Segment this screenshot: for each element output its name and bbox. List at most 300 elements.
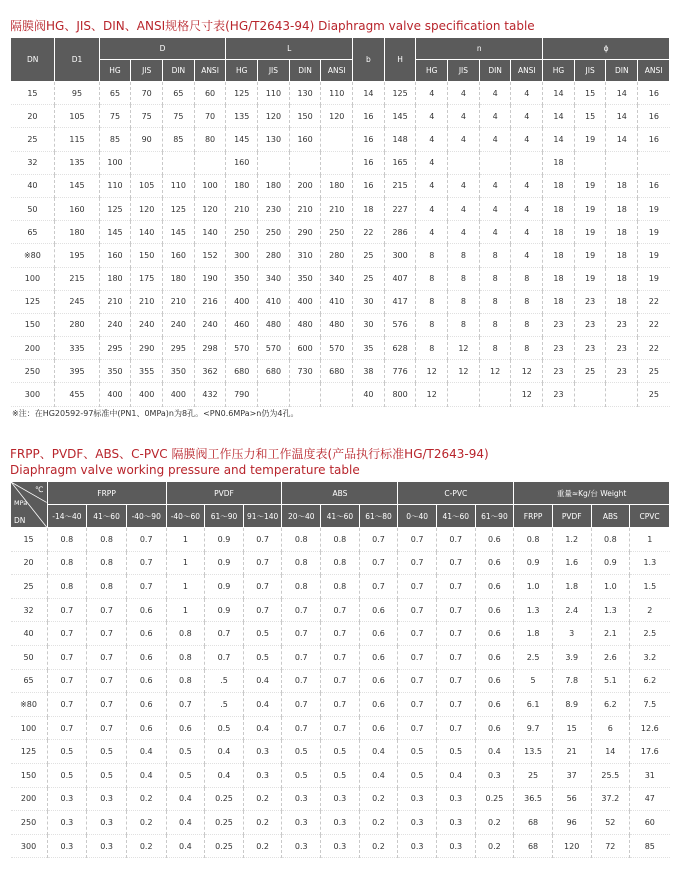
table-cell: 250 [226, 221, 258, 244]
table-cell: 18 [543, 221, 575, 244]
table-cell: 0.3 [475, 763, 514, 787]
table-cell: 340 [258, 267, 290, 290]
table-cell: 14 [543, 128, 575, 151]
pressure-unit-label: MPa [14, 499, 28, 507]
table-cell: 110 [258, 82, 290, 105]
sub-header: -14～40 [47, 505, 87, 528]
table-cell: 25 [514, 763, 553, 787]
table-cell: 8 [479, 244, 511, 267]
table-cell: 200 [11, 787, 48, 811]
col-header-d1: D1 [55, 38, 99, 82]
table-cell: 20 [11, 105, 55, 128]
table-cell: 335 [55, 337, 99, 360]
table-cell: 460 [226, 313, 258, 336]
table-cell: 120 [258, 105, 290, 128]
col-header-n: n [416, 38, 543, 60]
table-cell: 295 [163, 337, 195, 360]
table-row [11, 834, 670, 858]
table-cell: 47 [630, 787, 670, 811]
table-cell: 15 [574, 82, 606, 105]
table-cell: 140 [131, 221, 163, 244]
table-cell: 72 [591, 834, 630, 858]
col-header-dn: DN [11, 38, 55, 82]
table-cell: 23 [543, 313, 575, 336]
sub-header-n-din: DIN [479, 60, 511, 82]
table-cell: 0.7 [87, 716, 127, 740]
table-cell: 4 [511, 174, 543, 197]
table-cell: 4 [511, 221, 543, 244]
table-row [11, 811, 670, 835]
table-cell: 145 [163, 221, 195, 244]
table-cell: 0.6 [359, 645, 398, 669]
table-cell: 1.8 [514, 622, 553, 646]
table-cell: 0.7 [87, 693, 127, 717]
table-cell: 0.7 [243, 598, 282, 622]
table-cell: 8 [416, 337, 448, 360]
table-cell: 410 [321, 290, 353, 313]
table-cell: 14 [543, 105, 575, 128]
table-cell: 0.6 [475, 551, 514, 575]
table-cell: 0.3 [282, 811, 321, 835]
table-row [11, 693, 670, 717]
table-cell: 60 [194, 82, 226, 105]
table-cell: 1.5 [630, 575, 670, 599]
table-cell: 37.2 [591, 787, 630, 811]
table-cell: 22 [638, 290, 670, 313]
table-cell: 628 [384, 337, 416, 360]
table-cell: 4 [511, 128, 543, 151]
table-cell: 8 [511, 313, 543, 336]
table-cell: 0.3 [243, 763, 282, 787]
table-cell: 250 [11, 360, 55, 383]
table-cell: 407 [384, 267, 416, 290]
table-cell: 0.7 [398, 622, 437, 646]
table-cell: 4 [479, 105, 511, 128]
table-cell: 432 [194, 383, 226, 406]
table-cell: 1.0 [514, 575, 553, 599]
table-cell: 152 [194, 244, 226, 267]
table-cell: 15 [574, 105, 606, 128]
table-cell: 240 [163, 313, 195, 336]
table-cell: 195 [55, 244, 99, 267]
table-cell: 18 [543, 244, 575, 267]
table-cell: 180 [321, 174, 353, 197]
table-cell: 180 [226, 174, 258, 197]
table-cell: .5 [205, 669, 244, 693]
table-cell: 0.4 [359, 740, 398, 764]
table-cell: 135 [226, 105, 258, 128]
table-cell: 0.2 [359, 787, 398, 811]
pressure-temperature-table [10, 481, 670, 858]
table-cell: 0.8 [514, 528, 553, 552]
table-cell: 576 [384, 313, 416, 336]
table-cell: 180 [163, 267, 195, 290]
table-cell: 286 [384, 221, 416, 244]
table-cell: 0.5 [47, 740, 87, 764]
table-cell: 4 [511, 244, 543, 267]
table-cell: 8 [479, 337, 511, 360]
table-cell: 0.3 [398, 787, 437, 811]
table-cell: 160 [163, 244, 195, 267]
table-cell: 8 [448, 290, 480, 313]
table-cell: 6 [591, 716, 630, 740]
table-cell: 180 [258, 174, 290, 197]
table-cell: 110 [99, 174, 131, 197]
table-cell: 0.7 [282, 716, 321, 740]
table-cell: 19 [574, 174, 606, 197]
table-cell: 250 [11, 811, 48, 835]
sub-header-phi-hg: HG [543, 60, 575, 82]
table-row [11, 528, 670, 552]
table-cell: ※80 [11, 244, 55, 267]
table-cell: 95 [55, 82, 99, 105]
table-cell: 210 [163, 290, 195, 313]
table-cell: 0.7 [87, 645, 127, 669]
table-cell: 0.25 [205, 834, 244, 858]
table-cell: 400 [289, 290, 321, 313]
table-cell: 0.25 [205, 811, 244, 835]
table-cell: 8 [416, 290, 448, 313]
table-cell: 16 [638, 174, 670, 197]
table-row [11, 313, 670, 336]
table-cell: 40 [11, 174, 55, 197]
table-cell: 120 [321, 105, 353, 128]
table-cell: 18 [543, 197, 575, 220]
table-cell: 0.2 [126, 811, 166, 835]
table-cell: 280 [258, 244, 290, 267]
table-cell: 355 [131, 360, 163, 383]
table-cell: 65 [99, 82, 131, 105]
table-cell [163, 151, 195, 174]
sub-header: -40～90 [126, 505, 166, 528]
table-row [11, 197, 670, 220]
table-cell: 12 [479, 360, 511, 383]
table-cell: 350 [163, 360, 195, 383]
table-row [11, 763, 670, 787]
table-cell: 210 [289, 197, 321, 220]
sub-header: 41～60 [87, 505, 127, 528]
sub-header-phi-ansi: ANSI [638, 60, 670, 82]
table-cell: 240 [99, 313, 131, 336]
table-cell: 160 [55, 197, 99, 220]
table-cell: 14 [543, 82, 575, 105]
table-cell: 1.2 [552, 528, 591, 552]
table-cell: 37 [552, 763, 591, 787]
sub-header-n-ansi: ANSI [511, 60, 543, 82]
table-cell: 0.7 [205, 645, 244, 669]
table-cell: 8 [511, 290, 543, 313]
table-cell: 0.2 [126, 834, 166, 858]
table-cell: 165 [384, 151, 416, 174]
table-cell [289, 383, 321, 406]
table-cell: 400 [163, 383, 195, 406]
table-cell: 52 [591, 811, 630, 835]
table-cell: 210 [321, 197, 353, 220]
table-cell [448, 151, 480, 174]
group-header-frpp: FRPP [47, 482, 166, 505]
table-cell [321, 128, 353, 151]
sub-header-l-jis: JIS [258, 60, 290, 82]
table-cell: 160 [289, 128, 321, 151]
table-cell: 0.5 [321, 763, 360, 787]
table-cell: 410 [258, 290, 290, 313]
table-cell: 0.7 [398, 645, 437, 669]
table-cell: 0.2 [359, 811, 398, 835]
table-cell: 4 [416, 82, 448, 105]
table-cell: 150 [289, 105, 321, 128]
table-cell: 8 [448, 313, 480, 336]
table-cell: 0.8 [282, 528, 321, 552]
table-cell [258, 383, 290, 406]
table-cell: 16 [353, 105, 385, 128]
table-cell: 4 [416, 151, 448, 174]
table-cell: 0.7 [436, 598, 475, 622]
table-cell: 19 [638, 221, 670, 244]
table-cell: 135 [55, 151, 99, 174]
table-cell: 0.7 [398, 716, 437, 740]
table-cell: 100 [194, 174, 226, 197]
table-cell: 180 [55, 221, 99, 244]
table-cell: 16 [353, 174, 385, 197]
table-cell: 18 [606, 174, 638, 197]
table-cell: 0.3 [282, 834, 321, 858]
table-cell: 25 [11, 128, 55, 151]
table-cell: 150 [11, 763, 48, 787]
table-cell: 0.7 [47, 693, 87, 717]
group-header-weight: 重量≈Kg/台 Weight [514, 482, 670, 505]
table-cell: 400 [226, 290, 258, 313]
table-cell: 145 [55, 174, 99, 197]
table-cell: 776 [384, 360, 416, 383]
sub-header: -40～60 [166, 505, 205, 528]
table-cell: 8 [448, 267, 480, 290]
table-cell: 0.7 [321, 622, 360, 646]
table-cell: 40 [11, 622, 48, 646]
table-cell: 0.6 [126, 716, 166, 740]
table-cell: 0.7 [282, 669, 321, 693]
table-cell: 0.7 [282, 598, 321, 622]
table-cell: 0.5 [282, 763, 321, 787]
table-cell: 4 [511, 105, 543, 128]
table-cell: 0.6 [475, 528, 514, 552]
table-cell: 8 [479, 313, 511, 336]
table-cell: 5 [514, 669, 553, 693]
table-cell: 18 [543, 267, 575, 290]
table-cell: 75 [99, 105, 131, 128]
table-cell: 14 [353, 82, 385, 105]
table-cell: 0.9 [205, 551, 244, 575]
table-cell: 0.8 [47, 551, 87, 575]
table-cell: 105 [131, 174, 163, 197]
table-cell: 0.3 [47, 834, 87, 858]
table-cell [606, 383, 638, 406]
table-cell: 0.5 [321, 740, 360, 764]
table-cell: 110 [321, 82, 353, 105]
table-cell: 0.6 [166, 716, 205, 740]
table-cell: 417 [384, 290, 416, 313]
table-cell: 12 [416, 360, 448, 383]
table-cell: 19 [574, 128, 606, 151]
sub-header: 61～90 [205, 505, 244, 528]
table-row [11, 360, 670, 383]
table-cell: 280 [55, 313, 99, 336]
table-cell: 350 [289, 267, 321, 290]
table-cell: 480 [258, 313, 290, 336]
sub-header-l-hg: HG [226, 60, 258, 82]
table-cell: 35 [353, 337, 385, 360]
table-cell: 4 [416, 221, 448, 244]
table-cell: 290 [289, 221, 321, 244]
table-cell: 680 [258, 360, 290, 383]
table-cell: 0.8 [321, 575, 360, 599]
table-cell: 3.2 [630, 645, 670, 669]
table-row [11, 244, 670, 267]
table-row [11, 221, 670, 244]
table-row [11, 669, 670, 693]
sub-header-phi-din: DIN [606, 60, 638, 82]
table-cell: 0.7 [398, 669, 437, 693]
table-cell [131, 151, 163, 174]
table-cell: 0.7 [243, 551, 282, 575]
table-cell: 0.6 [475, 693, 514, 717]
table-cell: 2.5 [630, 622, 670, 646]
table-cell: 4 [479, 128, 511, 151]
table-cell: 85 [630, 834, 670, 858]
sub-header: 0～40 [398, 505, 437, 528]
table-cell: 0.9 [205, 598, 244, 622]
table-cell: 0.3 [243, 740, 282, 764]
table-cell: 9.7 [514, 716, 553, 740]
table-cell: 18 [543, 151, 575, 174]
table-cell: 23 [606, 360, 638, 383]
table-cell: 0.8 [47, 575, 87, 599]
table-cell: 0.3 [87, 834, 127, 858]
table-cell: 8 [448, 244, 480, 267]
table-cell: 0.4 [243, 716, 282, 740]
table-cell: 0.5 [166, 740, 205, 764]
table-cell: 0.3 [436, 787, 475, 811]
table-cell: 0.5 [87, 763, 127, 787]
table-cell: 0.7 [436, 669, 475, 693]
table-cell [638, 151, 670, 174]
table-cell: .5 [205, 693, 244, 717]
table-cell: 0.3 [321, 811, 360, 835]
table-cell: 310 [289, 244, 321, 267]
table-cell: 65 [163, 82, 195, 105]
table-cell: 22 [638, 337, 670, 360]
sub-header: 41～60 [436, 505, 475, 528]
table-cell: 0.6 [475, 645, 514, 669]
table-cell: 0.3 [436, 811, 475, 835]
table-cell: 1 [630, 528, 670, 552]
table-cell: 8 [416, 267, 448, 290]
table-cell: 0.7 [398, 575, 437, 599]
sub-header-d-jis: JIS [131, 60, 163, 82]
table-cell [511, 151, 543, 174]
table-cell: 0.8 [591, 528, 630, 552]
table-row [11, 383, 670, 406]
table-cell: 0.7 [126, 528, 166, 552]
table-cell: 3.9 [552, 645, 591, 669]
table-cell: 0.8 [87, 575, 127, 599]
table-cell: 50 [11, 197, 55, 220]
table-cell: ※80 [11, 693, 48, 717]
sub-header-d-hg: HG [99, 60, 131, 82]
table-cell: 18 [606, 197, 638, 220]
col-header-h: H [384, 38, 416, 82]
table-cell: 145 [384, 105, 416, 128]
table-cell: 0.5 [398, 740, 437, 764]
table-cell: 18 [606, 290, 638, 313]
table-cell: 300 [226, 244, 258, 267]
table-cell: 395 [55, 360, 99, 383]
table-cell: 350 [99, 360, 131, 383]
table-cell: 4 [479, 221, 511, 244]
sub-header: 91～140 [243, 505, 282, 528]
table-cell: 13.5 [514, 740, 553, 764]
spec-table-title: 隔膜阀HG、JIS、DIN、ANSI规格尺寸表(HG/T2643-94) Diaphragm valve specification table [10, 19, 535, 33]
table-cell: 19 [638, 244, 670, 267]
table-cell: 0.6 [126, 645, 166, 669]
table-cell: 0.9 [591, 551, 630, 575]
table-cell: 130 [258, 128, 290, 151]
dn-label: DN [14, 516, 26, 525]
table-cell: 1.0 [591, 575, 630, 599]
table-cell: 65 [11, 669, 48, 693]
table-cell: 32 [11, 598, 48, 622]
table-cell: 0.6 [475, 598, 514, 622]
table-cell: 1.3 [630, 551, 670, 575]
table-cell: 8 [479, 290, 511, 313]
table-cell: 16 [353, 128, 385, 151]
table-cell: 0.6 [359, 716, 398, 740]
table-cell: 0.7 [436, 551, 475, 575]
sub-header: FRPP [514, 505, 553, 528]
table-cell: 23 [606, 313, 638, 336]
table-footnote: ※注：在HG20592-97标准中(PN1、0MPa)n为8孔。<PN0.6MPa>n仍为4孔。 [12, 409, 299, 418]
table-cell: 400 [99, 383, 131, 406]
table-cell: 0.3 [87, 787, 127, 811]
table-cell: 480 [289, 313, 321, 336]
table-cell: 0.7 [321, 669, 360, 693]
table-cell: 23 [606, 337, 638, 360]
table-cell: 2 [630, 598, 670, 622]
table-cell: 4 [479, 174, 511, 197]
table-cell: 0.7 [321, 598, 360, 622]
table-cell: 12 [448, 360, 480, 383]
table-row [11, 105, 670, 128]
table-cell: 25 [11, 575, 48, 599]
table-cell: 210 [99, 290, 131, 313]
table-cell: 0.4 [166, 834, 205, 858]
sub-header: 61～80 [359, 505, 398, 528]
table-cell: 0.2 [243, 811, 282, 835]
table-cell: 290 [131, 337, 163, 360]
table-cell: 0.7 [436, 645, 475, 669]
table-cell: 8 [511, 267, 543, 290]
sub-header-n-hg: HG [416, 60, 448, 82]
table-cell: 570 [226, 337, 258, 360]
table-cell: 125 [384, 82, 416, 105]
sub-header: CPVC [630, 505, 670, 528]
table-cell: 0.2 [475, 811, 514, 835]
table-cell: 25 [353, 267, 385, 290]
table-cell: 480 [321, 313, 353, 336]
table-cell: 125 [99, 197, 131, 220]
table-cell: 14 [591, 740, 630, 764]
table-cell: 23 [543, 360, 575, 383]
table-cell: 70 [194, 105, 226, 128]
